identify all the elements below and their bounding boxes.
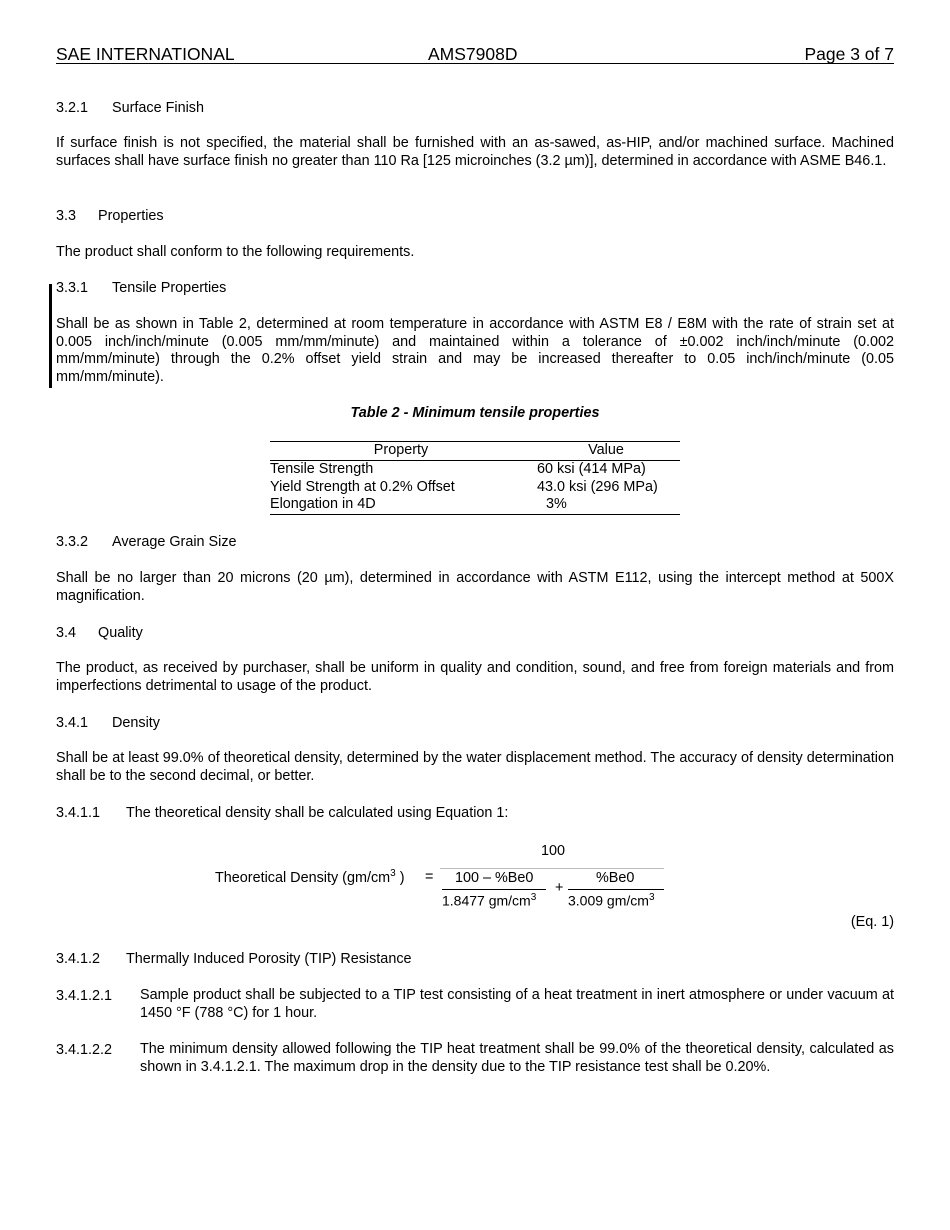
- section-3-4-1-body: Shall be at least 99.0% of theoretical density, determined by the water displacement method. The accuracy of density determination shall be to the second decimal, or better.: [56, 750, 894, 784]
- equation-fraction-2-denominator: [568, 892, 655, 909]
- equation-equals: =: [425, 869, 434, 885]
- section-3-4-1-2-title: Thermally Induced Porosity (TIP) Resistance: [126, 951, 412, 967]
- equation-fraction-2-numerator: %Be0: [596, 870, 635, 886]
- equation-fraction-2-line: [568, 889, 664, 890]
- equation-fraction-1-line: [442, 889, 546, 890]
- header-doc-number: AMS7908D: [428, 44, 518, 64]
- section-3-4-1-number: 3.4.1: [56, 715, 89, 731]
- equation-plus: +: [555, 880, 564, 896]
- header-rule: [56, 63, 894, 64]
- table-header-value: Value: [588, 442, 624, 458]
- equation-fraction-1-numerator: 100 – %Be0: [455, 870, 534, 886]
- equation-fraction-1-denominator-text: 1.8477 gm/cm: [442, 892, 531, 909]
- equation-fraction-2-denominator-superscript: 3: [648, 892, 655, 903]
- section-3-4-1-2-number: 3.4.1.2: [56, 951, 101, 967]
- table-header-property: Property: [373, 442, 429, 458]
- header-org: SAE INTERNATIONAL: [56, 44, 235, 64]
- section-3-4-1-2-2-number: 3.4.1.2.2: [56, 1042, 113, 1058]
- table-row-3-value: 3%: [546, 496, 567, 512]
- section-3-4-body: The product, as received by purchaser, shall be uniform in quality and condition, sound, and free from foreign materials and from imperfections detrimental to usage of the product.: [56, 660, 894, 694]
- section-3-2-1-number: 3.2.1: [56, 100, 89, 116]
- equation-lhs-close: ): [399, 869, 405, 886]
- equation-fraction-2-denominator-text: 3.009 gm/cm: [568, 892, 649, 909]
- equation-numerator: 100: [541, 843, 566, 859]
- table-row-1-value: 60 ksi (414 MPa): [537, 461, 646, 477]
- section-3-3-2-number: 3.3.2: [56, 534, 89, 550]
- equation-lhs: [215, 868, 405, 886]
- section-3-4-title: Quality: [98, 625, 143, 641]
- section-3-3-body: The product shall conform to the following requirements.: [56, 244, 415, 260]
- section-3-3-1-body: Shall be as shown in Table 2, determined at room temperature in accordance with ASTM E8 / E8M with the rate of strain set at 0.005 inch/inch/minute (0.005 mm/mm/minute) and maintained within a tolerance of ±0.002 inch/inch/minute (0.002 mm/mm/minute) through the 0.2% offset yield strain and may be increased thereafter to 0.05 inch/inch/minute (0.05 mm/mm/minute).: [56, 316, 894, 385]
- table-row-3-property: Elongation in 4D: [270, 496, 376, 512]
- section-3-3-2-body: Shall be no larger than 20 microns (20 µm), determined in accordance with ASTM E112, using the intercept method at 500X magnification.: [56, 570, 894, 604]
- section-3-2-1-body: If surface finish is not specified, the material shall be furnished with an as-sawed, as-HIP, and/or machined surface. Machined surfaces shall have surface finish no greater than 110 Ra [125 microinches (3.2 µm)], determined in accordance with ASME B46.1.: [56, 135, 894, 169]
- table-row-2-value: 43.0 ksi (296 MPa): [537, 479, 658, 495]
- section-3-3-title: Properties: [98, 208, 164, 224]
- section-3-3-2-title: Average Grain Size: [112, 534, 237, 550]
- section-3-4-1-2-2-body: The minimum density allowed following the TIP heat treatment shall be 99.0% of the theoretical density, calculated as shown in 3.4.1.2.1. The maximum drop in the density due to the TIP resistance test shall be 0.20%.: [140, 1041, 894, 1075]
- equation-main-fraction-line: [440, 868, 664, 869]
- table-2-caption: Table 2 - Minimum tensile properties: [350, 405, 600, 421]
- equation-fraction-1-denominator: [442, 892, 536, 909]
- equation-lhs-superscript: 3: [390, 868, 396, 879]
- equation-lhs-text: Theoretical Density (gm/cm: [215, 869, 391, 886]
- table-bottom-rule: [270, 514, 680, 515]
- section-3-2-1-title: Surface Finish: [112, 100, 204, 116]
- table-row-2-property: Yield Strength at 0.2% Offset: [270, 479, 455, 495]
- section-3-4-1-1-text: The theoretical density shall be calculated using Equation 1:: [126, 805, 509, 821]
- section-3-4-1-1-number: 3.4.1.1: [56, 805, 101, 821]
- equation-label: (Eq. 1): [850, 914, 894, 930]
- section-3-3-number: 3.3: [56, 208, 77, 224]
- section-3-4-1-2-1-number: 3.4.1.2.1: [56, 988, 113, 1004]
- section-3-4-number: 3.4: [56, 625, 77, 641]
- table-row-1-property: Tensile Strength: [270, 461, 374, 477]
- equation-fraction-1-denominator-superscript: 3: [530, 892, 537, 903]
- header-page-number: Page 3 of 7: [804, 44, 894, 64]
- section-3-4-1-title: Density: [112, 715, 160, 731]
- revision-change-bar: [49, 284, 52, 388]
- section-3-3-1-number: 3.3.1: [56, 280, 89, 296]
- section-3-3-1-title: Tensile Properties: [112, 280, 227, 296]
- section-3-4-1-2-1-body: Sample product shall be subjected to a TIP test consisting of a heat treatment in inert atmosphere or under vacuum at 1450 °F (788 °C) for 1 hour.: [140, 987, 894, 1021]
